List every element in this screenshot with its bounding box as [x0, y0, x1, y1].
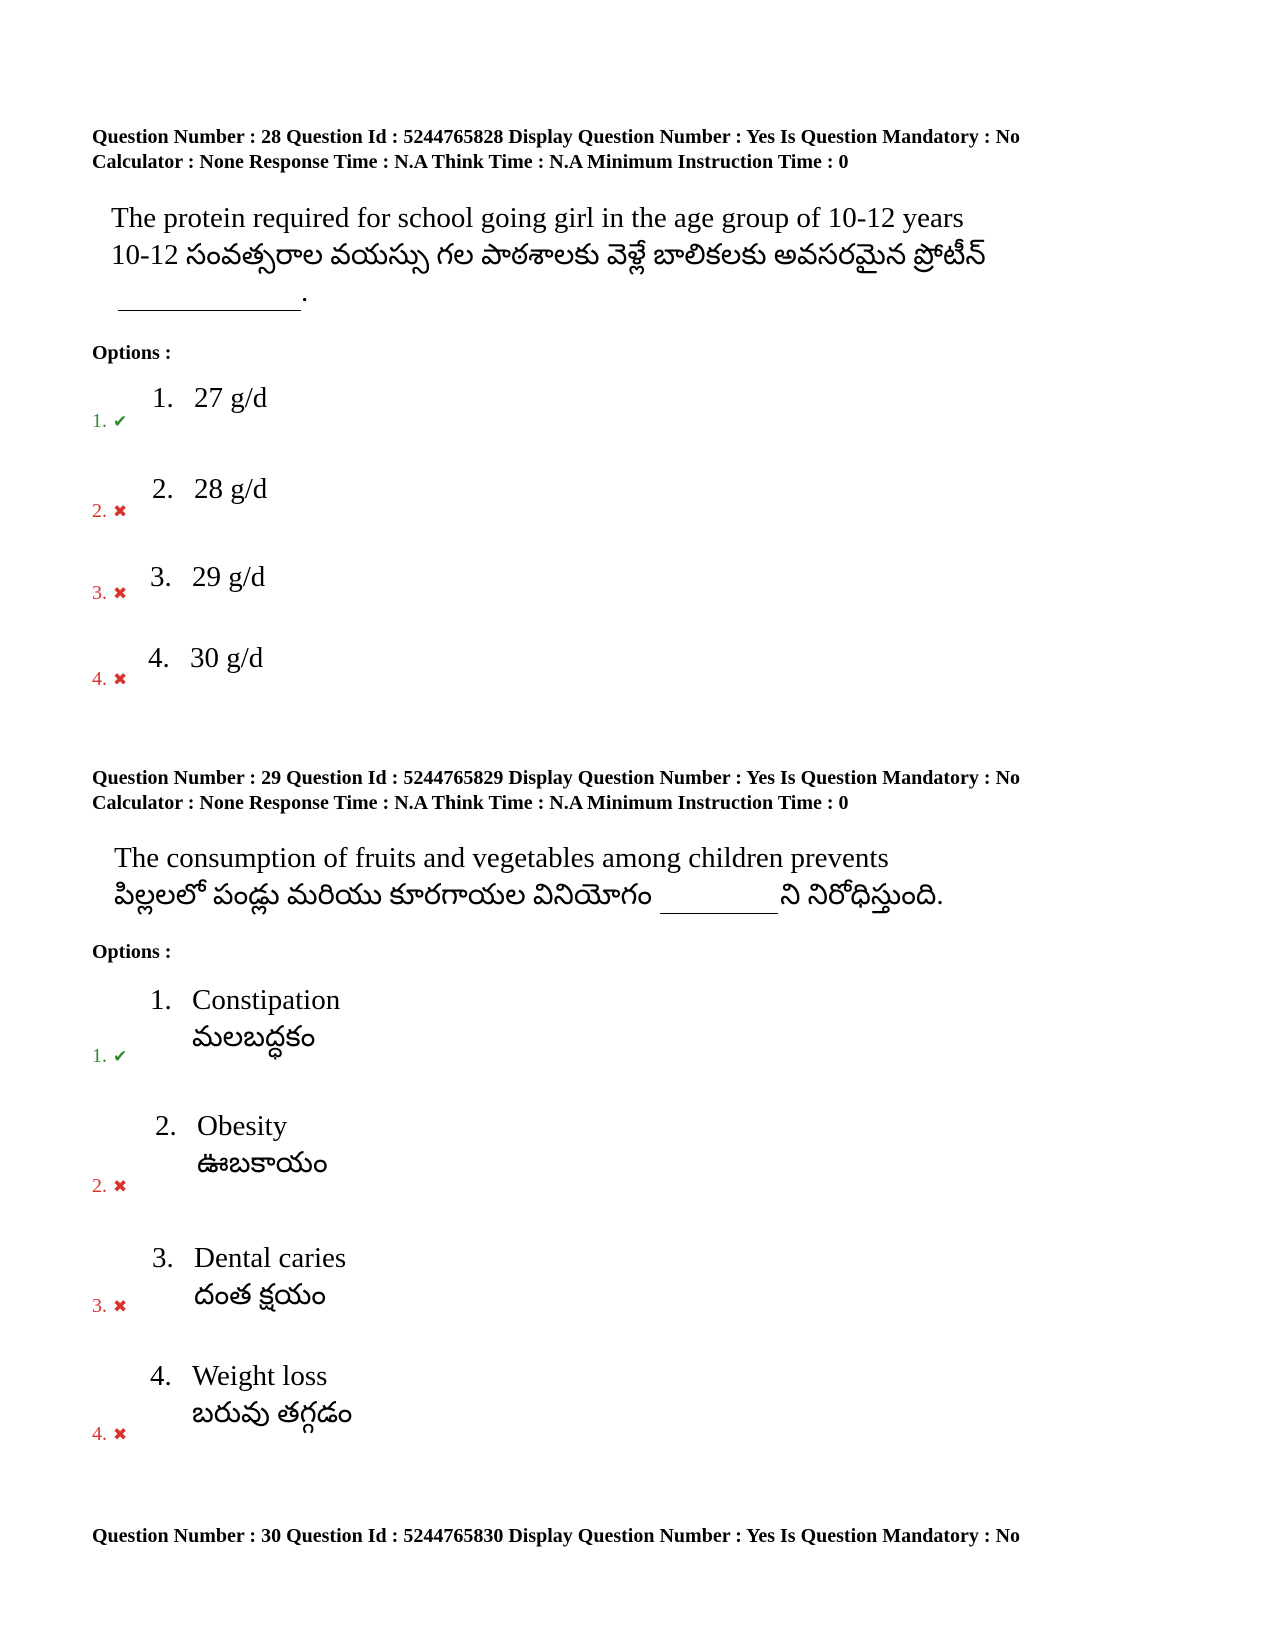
option-text: 29 g/d: [192, 561, 266, 593]
option-text: 30 g/d: [190, 642, 264, 674]
option-label: 4.: [148, 642, 170, 674]
option-4: [148, 640, 263, 677]
option-number: 2.: [92, 1175, 107, 1197]
answer-blank-line: [118, 274, 986, 311]
option-2: [152, 471, 267, 508]
option-4: [150, 1358, 352, 1432]
option-status-4: [92, 668, 127, 691]
blank: [118, 280, 301, 311]
cross-icon: ✖: [113, 1177, 128, 1196]
option-text-telugu: మలబద్ధకం: [192, 1021, 316, 1053]
cross-icon: ✖: [113, 584, 128, 603]
option-text-telugu: దంత క్షయం: [194, 1279, 327, 1311]
option-text-telugu: ఊబకాయం: [197, 1147, 328, 1179]
question-text-english: The consumption of fruits and vegetables among children prevents: [114, 842, 889, 874]
cross-icon: ✖: [113, 502, 128, 521]
cross-icon: ✖: [113, 1297, 128, 1316]
blank-period: .: [301, 276, 309, 308]
option-label: 1.: [152, 382, 174, 414]
option-label: 2.: [152, 473, 174, 505]
question-text-after-blank: ని నిరోధిస్తుంది.: [780, 879, 944, 911]
blank: [660, 885, 778, 914]
question-28-meta: [92, 125, 1020, 175]
option-1: [150, 982, 340, 1056]
option-3: [150, 559, 265, 596]
option-label: 3.: [150, 561, 172, 593]
option-label: 2.: [155, 1110, 177, 1142]
option-number: 4.: [92, 1423, 107, 1445]
question-meta-line: Calculator : None Response Time : N.A Think Time : N.A Minimum Instruction Time : 0: [92, 792, 849, 814]
option-status-1: [92, 1045, 127, 1068]
option-number: 2.: [92, 500, 107, 522]
question-meta-line: Question Number : 29 Question Id : 5244765829 Display Question Number : Yes Is Question Mandatory : No: [92, 767, 1021, 789]
cross-icon: ✖: [113, 670, 128, 689]
option-text: Weight loss: [192, 1360, 328, 1392]
question-meta-line: Calculator : None Response Time : N.A Think Time : N.A Minimum Instruction Time : 0: [92, 151, 849, 173]
option-1: [152, 380, 267, 417]
check-icon: ✔: [113, 1047, 128, 1066]
option-text-telugu: బరువు తగ్గడం: [192, 1397, 353, 1429]
question-text-telugu: 10-12 సంవత్సరాల వయస్సు గల పాఠశాలకు వెళ్లే బాలికలకు అవసరమైన ప్రోటీన్: [111, 239, 986, 271]
option-label: 1.: [150, 984, 172, 1016]
question-28-body: [111, 200, 986, 311]
option-status-1: [92, 410, 127, 433]
question-text-english: The protein required for school going girl in the age group of 10-12 years: [111, 202, 964, 234]
question-29-meta: [92, 766, 1020, 816]
option-status-4: [92, 1423, 127, 1446]
options-heading: Options :: [92, 342, 172, 364]
question-meta-line: Question Number : 30 Question Id : 5244765830 Display Question Number : Yes Is Question Mandatory : No: [92, 1525, 1021, 1547]
option-number: 4.: [92, 668, 107, 690]
option-number: 3.: [92, 1295, 107, 1317]
option-number: 1.: [92, 1045, 107, 1067]
question-text-before-blank: పిల్లలలో పండ్లు మరియు కూరగాయల వినియోగం: [114, 879, 653, 911]
question-30-meta: [92, 1524, 1020, 1549]
option-text: Obesity: [197, 1110, 288, 1142]
option-2: [155, 1108, 328, 1182]
option-text: Dental caries: [194, 1242, 347, 1274]
option-text: 28 g/d: [194, 473, 268, 505]
option-3: [152, 1240, 346, 1314]
option-label: 4.: [150, 1360, 172, 1392]
option-status-2: [92, 1175, 127, 1198]
question-meta-line: Question Number : 28 Question Id : 5244765828 Display Question Number : Yes Is Question Mandatory : No: [92, 126, 1021, 148]
option-text: 27 g/d: [194, 382, 268, 414]
check-icon: ✔: [113, 412, 128, 431]
option-status-2: [92, 500, 127, 523]
option-text: Constipation: [192, 984, 341, 1016]
options-heading: Options :: [92, 941, 172, 963]
option-label: 3.: [152, 1242, 174, 1274]
option-number: 1.: [92, 410, 107, 432]
question-29-body: [114, 840, 944, 914]
cross-icon: ✖: [113, 1425, 128, 1444]
option-status-3: [92, 1295, 127, 1318]
option-number: 3.: [92, 582, 107, 604]
question-text-telugu: [114, 877, 944, 914]
option-status-3: [92, 582, 127, 605]
